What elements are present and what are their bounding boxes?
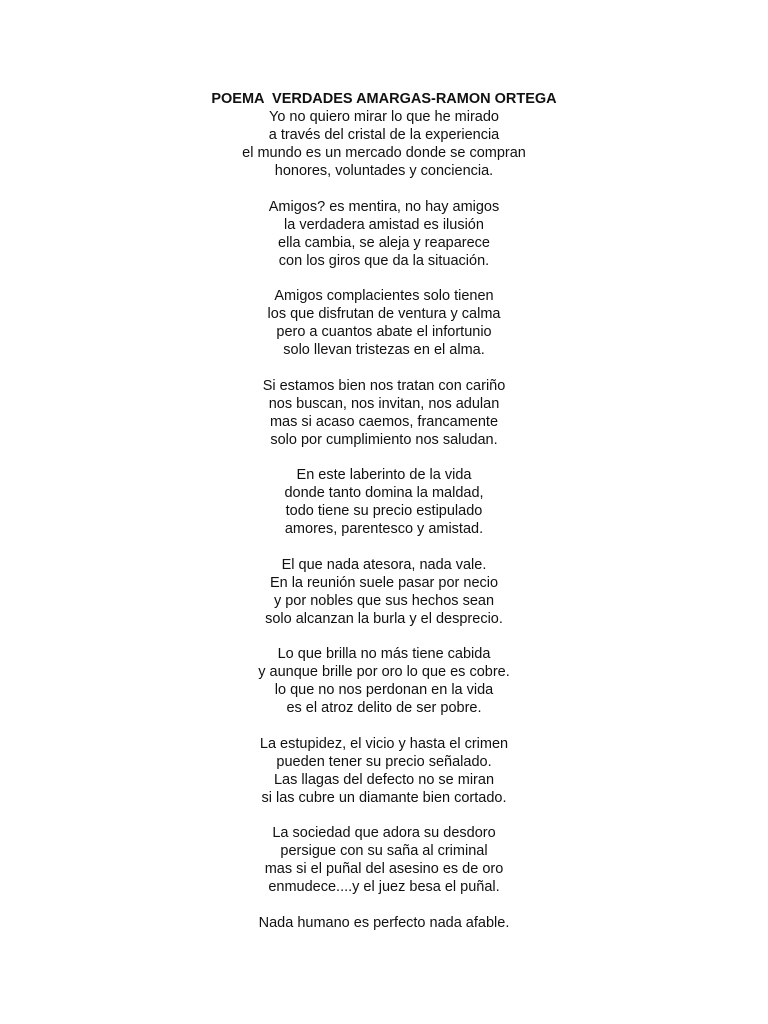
stanza-gap (0, 628, 768, 646)
poem-line: La estupidez, el vicio y hasta el crimen (259, 735, 509, 752)
poem-line: solo por cumplimiento nos saludan. (270, 431, 498, 448)
poem-line: En este laberinto de la vida (296, 467, 472, 483)
stanza-gap (0, 538, 768, 556)
stanza-5 (0, 466, 768, 538)
poem-title: POEMA VERDADES AMARGAS-RAMON ORTEGA (211, 91, 557, 107)
stanza-gap (0, 180, 768, 198)
poem-line: pero a cuantos abate el infortunio (276, 324, 492, 340)
poem-line: persigue con su saña al criminal (280, 843, 488, 859)
poem-line: Nada humano es perfecto nada afable. (258, 914, 510, 931)
poem-line: solo llevan tristezas en el alma. (283, 342, 485, 358)
poem-line: Amigos complacientes solo tienen (274, 288, 494, 304)
poem-line: todo tiene su precio estipulado (285, 503, 483, 519)
poem-line: nos buscan, nos invitan, nos adulan (268, 395, 500, 412)
poem-line: el mundo es un mercado donde se compran (242, 145, 526, 161)
poem-line: con los giros que da la situación. (278, 252, 490, 269)
stanza-list (0, 108, 768, 932)
stanza-4 (0, 377, 768, 449)
poem-line: Si estamos bien nos tratan con cariño (262, 377, 506, 394)
stanza-gap (0, 270, 768, 288)
stanza-gap (0, 717, 768, 735)
poem-line: La sociedad que adora su desdoro (272, 825, 496, 841)
poem-line: amores, parentesco y amistad. (284, 521, 484, 537)
poem-line: Las llagas del defecto no se miran (273, 771, 495, 788)
poem-line: y por nobles que sus hechos sean (273, 592, 495, 609)
poem-line: la verdadera amistad es ilusión (284, 216, 484, 233)
poem-line: lo que no nos perdonan en la vida (274, 682, 494, 698)
poem-line: los que disfrutan de ventura y calma (267, 306, 501, 322)
stanza-gap (0, 359, 768, 377)
stanza-1 (0, 108, 768, 180)
poem-line: Lo que brilla no más tiene cabida (277, 646, 491, 662)
poem-line: solo alcanzan la burla y el desprecio. (265, 610, 503, 627)
stanza-gap (0, 449, 768, 467)
poem-line: mas si el puñal del asesino es de oro (264, 861, 504, 877)
poem-line: enmudece....y el juez besa el puñal. (268, 879, 500, 895)
stanza-gap (0, 807, 768, 825)
poem-line: es el atroz delito de ser pobre. (286, 700, 482, 716)
poem-line: donde tanto domina la maldad, (284, 485, 484, 501)
stanza-8 (0, 735, 768, 807)
poem-line: a través del cristal de la experiencia (268, 127, 500, 143)
poem-line: honores, voluntades y conciencia. (274, 163, 494, 179)
poem-line: Amigos? es mentira, no hay amigos (268, 198, 500, 215)
poem-body (0, 90, 768, 932)
poem-line: y aunque brille por oro lo que es cobre. (258, 664, 510, 680)
stanza-2 (0, 198, 768, 270)
poem-line: si las cubre un diamante bien cortado. (261, 789, 507, 806)
stanza-10 (0, 914, 768, 932)
stanza-gap (0, 896, 768, 914)
stanza-3 (0, 287, 768, 359)
poem-line: pueden tener su precio señalado. (276, 753, 492, 770)
stanza-6 (0, 556, 768, 628)
poem-line: En la reunión suele pasar por necio (269, 574, 499, 591)
poem-line: Yo no quiero mirar lo que he mirado (269, 109, 499, 125)
stanza-9 (0, 824, 768, 896)
poem-line: mas si acaso caemos, francamente (269, 413, 499, 430)
stanza-7 (0, 645, 768, 717)
poem-line: El que nada atesora, nada vale. (281, 556, 487, 573)
poem-line: ella cambia, se aleja y reaparece (278, 234, 490, 251)
